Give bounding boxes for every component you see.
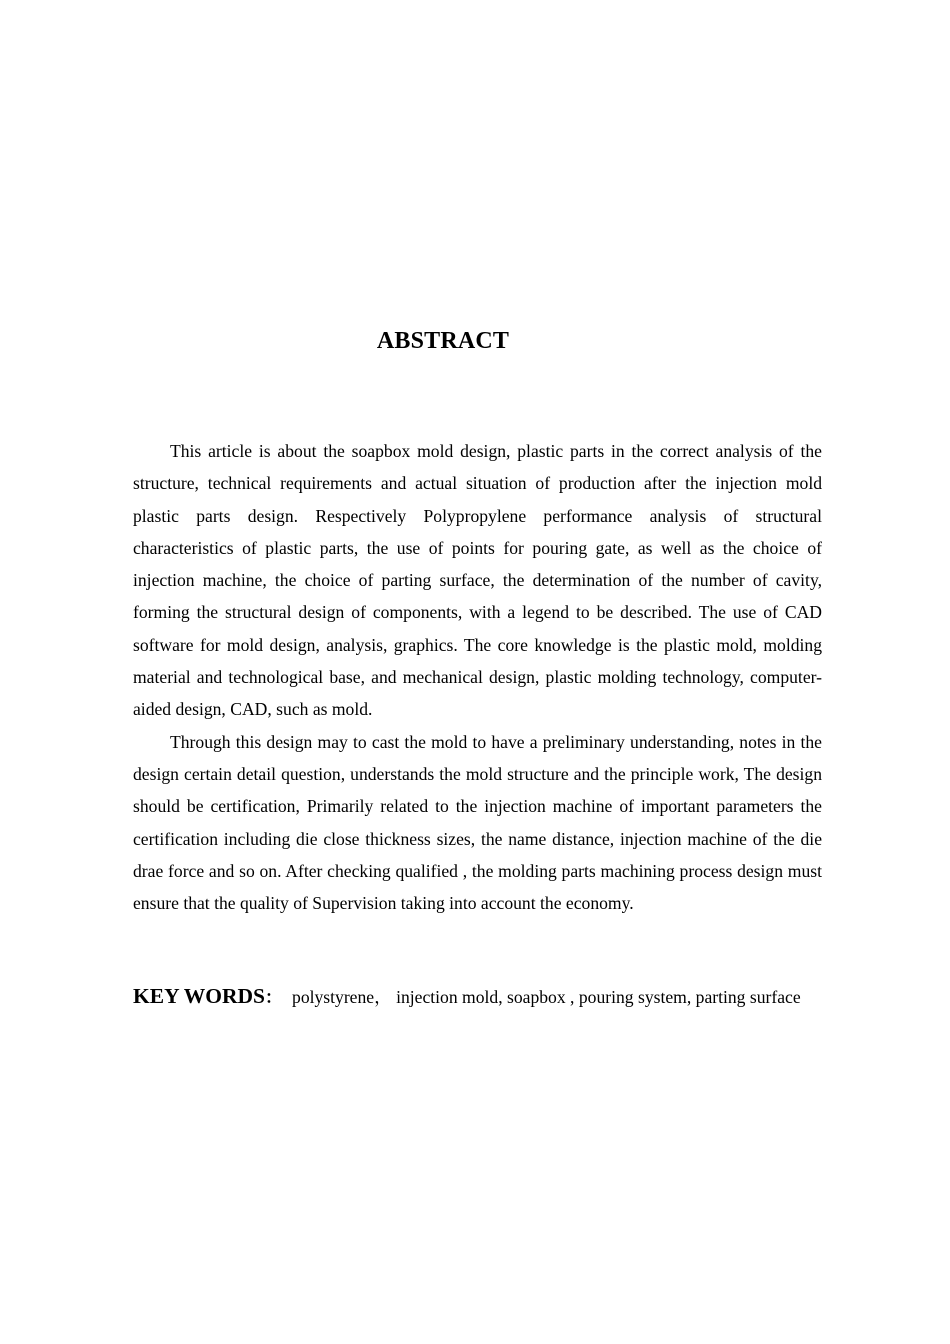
- keywords-label: KEY WORDS: [133, 984, 266, 1008]
- keywords-list: polystyrene， injection mold, soapbox , pouring system, parting surface: [292, 987, 801, 1007]
- keywords-section: [133, 981, 822, 1013]
- abstract-paragraph-2: Through this design may to cast the mold to have a preliminary understanding, notes in the design certain detail question, understands the mold structure and the principle work, The design should be certification, Primarily related to the injection machine of important parameters the certification including die close thickness sizes, the name distance, injection machine of the die drae force and so on. After checking qualified , the molding parts machining process design must ensure that the quality of Supervision taking into account the economy.: [133, 731, 822, 914]
- abstract-title: ABSTRACT: [376, 328, 510, 354]
- keywords-separator: ：: [265, 988, 283, 1007]
- abstract-body: [133, 435, 822, 919]
- abstract-paragraph-1: This article is about the soapbox mold design, plastic parts in the correct analysis of the structure, technical requirements and actual situation of production after the injection mold plastic parts design. Respectively Polypropylene performance analysis of structural characteristics of plastic parts, the use of points for pouring gate, as well as the choice of injection machine, the choice of parting surface, the determination of the number of cavity, forming the structural design of components, with a legend to be described. The use of CAD software for mold design, analysis, graphics. The core knowledge is the plastic mold, molding material and technological base, and mechanical design, plastic molding technology, computer-aided design, CAD, such as mold.: [133, 441, 822, 720]
